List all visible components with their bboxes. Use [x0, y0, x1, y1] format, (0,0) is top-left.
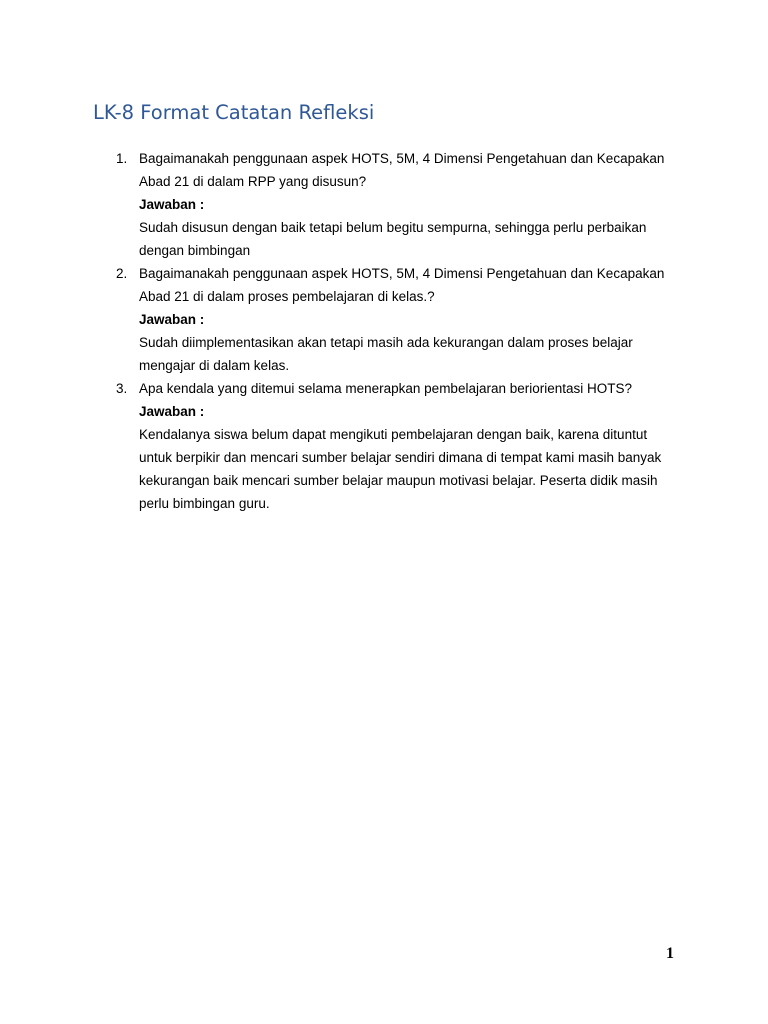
question-text: Bagaimanakah penggunaan aspek HOTS, 5M, 4 Dimensi Pengetahuan dan Kecapakan Abad 21 di dalam RPP yang disusun? [139, 151, 665, 189]
answer-label: Jawaban : [139, 197, 205, 212]
page-number: 1 [666, 945, 674, 962]
answer-text: Kendalanya siswa belum dapat mengikuti pembelajaran dengan baik, karena dituntut untuk berpikir dan mencari sumber belajar sendiri dimana di tempat kami masih banyak kekurangan baik mencari sumber belajar maupun motivasi belajar. Peserta didik masih perlu bimbingan guru. [139, 427, 662, 511]
document-title: LK-8 Format Catatan Refleksi [93, 101, 375, 124]
answer-label: Jawaban : [139, 312, 205, 327]
question-item-3 [116, 377, 679, 515]
answer-label: Jawaban : [139, 404, 205, 419]
question-number: 1. [116, 151, 128, 166]
question-list [116, 147, 679, 515]
question-number: 3. [116, 381, 128, 396]
answer-text: Sudah disusun dengan baik tetapi belum begitu sempurna, sehingga perlu perbaikan dengan bimbingan [139, 220, 647, 258]
question-text: Apa kendala yang ditemui selama menerapkan pembelajaran beriorientasi HOTS? [139, 381, 633, 396]
question-text: Bagaimanakah penggunaan aspek HOTS, 5M, 4 Dimensi Pengetahuan dan Kecapakan Abad 21 di dalam proses pembelajaran di kelas.? [139, 266, 665, 304]
question-item-1 [116, 147, 679, 262]
question-number: 2. [116, 266, 128, 281]
answer-text: Sudah diimplementasikan akan tetapi masih ada kekurangan dalam proses belajar mengajar di dalam kelas. [139, 335, 633, 373]
question-item-2 [116, 262, 679, 377]
